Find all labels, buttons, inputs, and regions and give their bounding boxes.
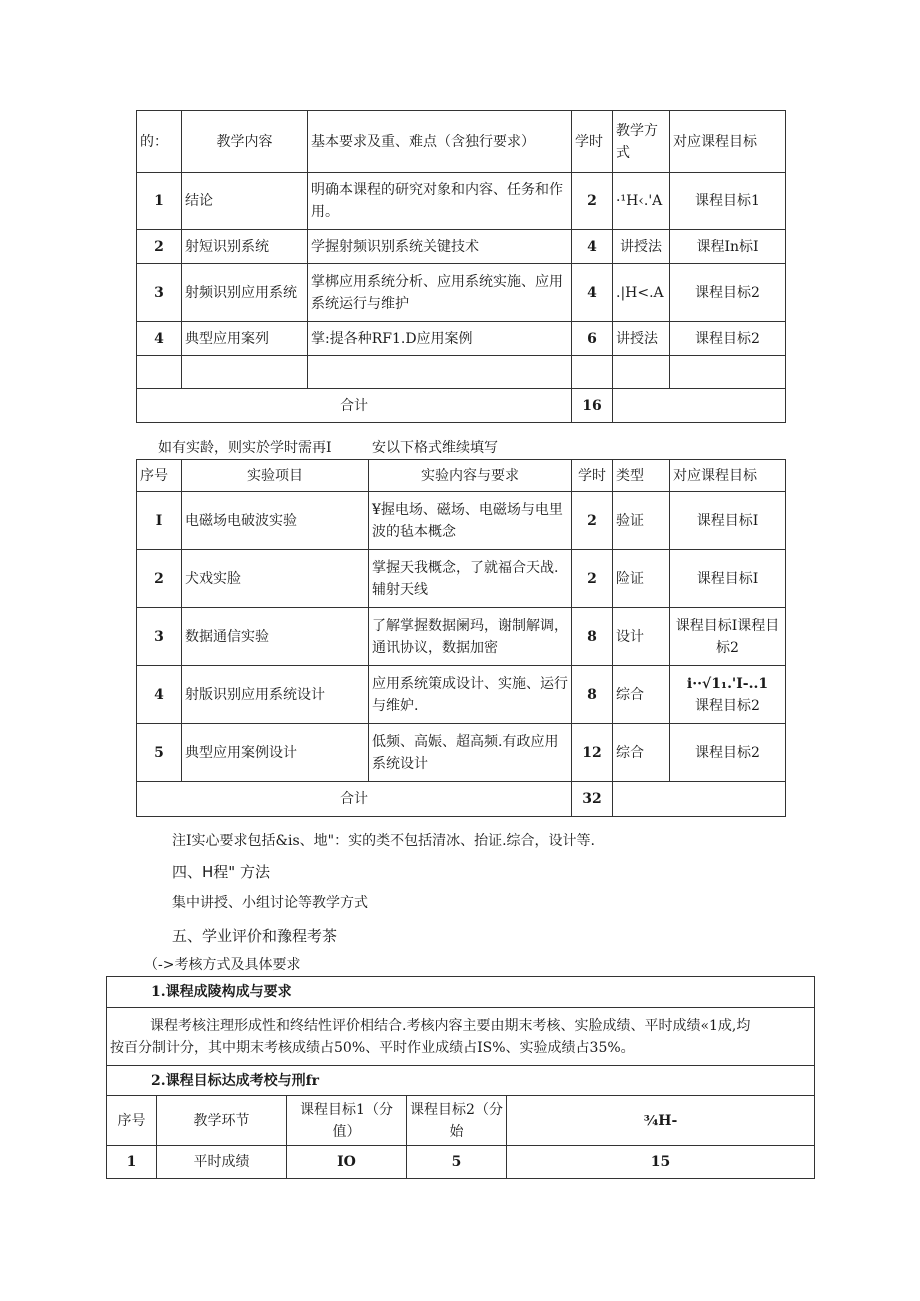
- content-cell: 结论: [182, 173, 308, 230]
- header-cell: 基本要求及重、难点（含独行要求）: [308, 111, 572, 173]
- teaching-link: 平时成绩: [157, 1146, 287, 1179]
- requirement-cell: 掌:提各种RF1.D应用案例: [308, 322, 572, 356]
- goal-cell: 课程目标I: [670, 550, 786, 608]
- composition-heading: 1.课程成陵构成与要求: [107, 977, 815, 1008]
- content-cell: 射频识别应用系统: [182, 264, 308, 322]
- empty-cell: [182, 356, 308, 389]
- type-cell: 险证: [613, 550, 670, 608]
- lab-item: 电磁场电破波实验: [182, 492, 369, 550]
- course-content-table: [136, 110, 786, 423]
- lab-req: 应用系统策成设计、实施、运行与维妒.: [369, 666, 572, 724]
- type-cell: 综合: [613, 724, 670, 782]
- content-cell: 典型应用案列: [182, 322, 308, 356]
- empty-cell: [308, 356, 572, 389]
- content-cell: 射短识别系统: [182, 230, 308, 264]
- lab-item: 犬戏实脸: [182, 550, 369, 608]
- header-cell: 的：: [137, 111, 182, 173]
- total-hours: 32: [572, 782, 613, 817]
- row-number: I: [137, 492, 182, 550]
- header-cell: 教学方式: [613, 111, 670, 173]
- row-number: 1: [137, 173, 182, 230]
- empty-cell: [137, 356, 182, 389]
- empty-cell: [613, 782, 786, 817]
- lab-note-left: 如有实龄，则实於学时需再I: [158, 440, 332, 456]
- assessment-table: [106, 976, 815, 1179]
- type-cell: 设计: [613, 608, 670, 666]
- row-number: 3: [137, 608, 182, 666]
- goal-cell: [670, 666, 786, 724]
- type-cell: 综合: [613, 666, 670, 724]
- header-cell: 类型: [613, 460, 670, 492]
- requirement-cell: 学握射频识别系统关键技术: [308, 230, 572, 264]
- hours-cell: 8: [572, 608, 613, 666]
- goal-cell: 课程目标I: [670, 492, 786, 550]
- total-hours: 16: [572, 389, 613, 423]
- method-cell: 讲授法: [613, 230, 670, 264]
- hours-cell: 4: [572, 230, 613, 264]
- method-cell: 讲授法: [613, 322, 670, 356]
- method-cell: .|H<.A: [613, 264, 670, 322]
- section-5-title: 五、学业评价和豫程考茶: [172, 927, 338, 945]
- header-cell: 序号: [107, 1096, 157, 1146]
- hours-cell: 8: [572, 666, 613, 724]
- hours-cell: 12: [572, 724, 613, 782]
- lab-type-note: 注I实心要求包括&is、地"：实的类不包括清冰、抬证.综合，设计等.: [172, 833, 595, 849]
- hours-cell: 4: [572, 264, 613, 322]
- row-number: 5: [137, 724, 182, 782]
- goal-cell: 课程目标I课程目标2: [670, 608, 786, 666]
- header-cell: 对应课程目标: [670, 460, 786, 492]
- lab-req: ¥握电场、磁场、电磁场与电里波的毡本概念: [369, 492, 572, 550]
- empty-cell: [670, 356, 786, 389]
- goal-cell: 课程目标2: [670, 322, 786, 356]
- header-cell: 实验内容与要求: [369, 460, 572, 492]
- requirement-cell: 明确本课程的研究对象和内容、任务和作用。: [308, 173, 572, 230]
- goal-line-1: i··√1₁.'I-..1: [686, 675, 769, 692]
- empty-cell: [613, 389, 786, 423]
- requirement-cell: 掌梆应用系统分析、应用系统实施、应用系统运行与维护: [308, 264, 572, 322]
- header-cell: 实验项目: [182, 460, 369, 492]
- row-number: 1: [107, 1146, 157, 1179]
- goal-line-2: 课程目标2: [695, 697, 760, 714]
- header-cell: 学时: [572, 111, 613, 173]
- lab-item: 数据通信实验: [182, 608, 369, 666]
- hours-cell: 2: [572, 492, 613, 550]
- method-cell: ·¹H‹.'A: [613, 173, 670, 230]
- goal-cell: 课程目标1: [670, 173, 786, 230]
- row-number: 3: [137, 264, 182, 322]
- row-number: 4: [137, 666, 182, 724]
- goal2-score: 5: [407, 1146, 507, 1179]
- goal-assessment-heading: 2.课程目标达成考校与刑fr: [107, 1066, 815, 1096]
- lab-item: 典型应用案例设计: [182, 724, 369, 782]
- hours-cell: 2: [572, 173, 613, 230]
- header-cell: 教学环节: [157, 1096, 287, 1146]
- header-cell: 序号: [137, 460, 182, 492]
- header-cell: 对应课程目标: [670, 111, 786, 173]
- hours-cell: 6: [572, 322, 613, 356]
- lab-req: 掌握天我概念，了就福合天战.辅射天线: [369, 550, 572, 608]
- row-number: 4: [137, 322, 182, 356]
- total-score: 15: [507, 1146, 815, 1179]
- total-label: 合计: [137, 389, 572, 423]
- lab-note-right: 安以下格式维续填写: [372, 440, 498, 456]
- row-number: 2: [137, 550, 182, 608]
- goal-cell: 课程目标2: [670, 264, 786, 322]
- row-number: 2: [137, 230, 182, 264]
- header-cell: 课程目标2（分始: [407, 1096, 507, 1146]
- assessment-subtitle: （->考核方式及具体要求: [144, 957, 301, 973]
- lab-table: [136, 459, 786, 817]
- lab-req: 低频、高娠、超高频.有政应用系统设计: [369, 724, 572, 782]
- type-cell: 验证: [613, 492, 670, 550]
- goal-cell: 课程In标I: [670, 230, 786, 264]
- header-cell: ¾H-: [507, 1096, 815, 1146]
- empty-cell: [613, 356, 670, 389]
- header-cell: 学时: [572, 460, 613, 492]
- hours-cell: 2: [572, 550, 613, 608]
- header-cell: 课程目标1（分值）: [287, 1096, 407, 1146]
- header-cell: 教学内容: [182, 111, 308, 173]
- composition-text: 课程考核注理形成性和终结性评价相结合.考核内容主要由期末考核、实脸成绩、平时成绩«1成,均 按百分制计分，其中期末考核成绩占50%、平时作业成绩占IS%、实验成绩占35%。: [107, 1008, 815, 1066]
- goal1-score: IO: [287, 1146, 407, 1179]
- section-4-body: 集中讲授、小组讨论等教学方式: [172, 895, 368, 911]
- lab-item: 射版识别应用系统设计: [182, 666, 369, 724]
- lab-req: 了解掌握数据阑玛，谢制解调，通讯协议，数据加密: [369, 608, 572, 666]
- empty-cell: [572, 356, 613, 389]
- section-4-title: 四、H程" 方法: [172, 863, 270, 881]
- goal-cell: 课程目标2: [670, 724, 786, 782]
- total-label: 合计: [137, 782, 572, 817]
